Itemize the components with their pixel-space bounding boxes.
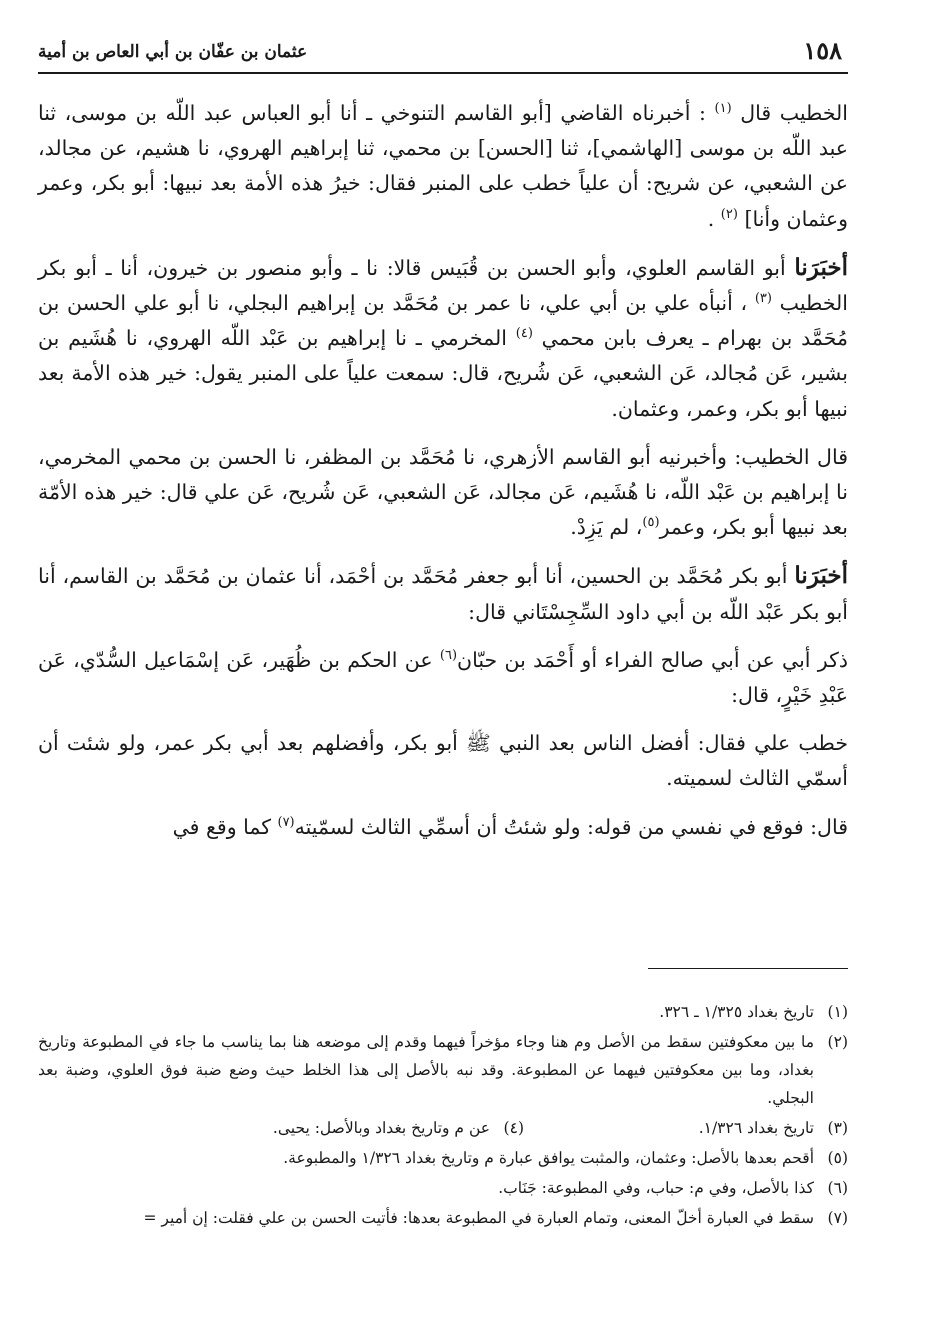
footnote-divider bbox=[648, 968, 848, 969]
paragraph-text: عن الحكم بن ظُهَير، عَن إسْمَاعيل السُّدّي، عَن عَبْدِ خَيْرٍ، قال: bbox=[38, 647, 848, 708]
footnote-item bbox=[38, 1028, 848, 1112]
footnote-ref[interactable]: (٥) bbox=[642, 515, 660, 531]
paragraph-text: قال الخطيب: وأخبرنيه أبو القاسم الأزهري، نا مُحَمَّد بن المظفر، نا الحسن بن محمي المخرمي، نا إبراهيم بن عَبْد اللّه، نا هُشَيم، عَن مجالد، عَن الشعبي، عَن شُريح، عَن علي قال: خير هذه الأمّة بعد نبيها أبو بكر، وعمر bbox=[38, 444, 848, 540]
paragraph-lead-word: أخبَرَنا bbox=[794, 562, 848, 590]
footnote-item bbox=[38, 1114, 848, 1142]
footnote-text: سقط في العبارة أخلّ المعنى، وتمام العبارة في المطبوعة بعدها: فأتيت الحسن بن علي فقلت: إن أمير = bbox=[143, 1209, 814, 1227]
main-text bbox=[38, 96, 848, 845]
paragraph-1 bbox=[38, 96, 848, 237]
footnote-item bbox=[38, 998, 848, 1026]
footnote-item bbox=[38, 1204, 848, 1232]
page-header bbox=[38, 34, 848, 74]
paragraph-text: ، لم يَزِدْ. bbox=[570, 515, 643, 540]
footnote-number: (١) bbox=[827, 1003, 848, 1021]
paragraph-5 bbox=[38, 643, 848, 713]
page-number: ١٥٨ bbox=[803, 36, 842, 65]
paragraph-4 bbox=[38, 558, 848, 629]
footnote-number: (٤) bbox=[503, 1119, 524, 1137]
paragraph-lead-word: أخبَرَنا bbox=[794, 253, 848, 281]
footnotes bbox=[38, 998, 848, 1234]
footnote-text: ما بين معكوفتين سقط من الأصل وم هنا وجاء مؤخراً فيهما وقدم إلى موضعه هنا بما يناسب ما جاء في المطبوعة وتاريخ بغداد، وما بين معكوفتين فيهما عن المطبوعة. وقد نبه بالأصل إلى هذا الخلط حيث وضع ضبة فوق العلوي، وضبة بعد البجلي. bbox=[38, 1033, 814, 1107]
footnote-ref[interactable]: (٧) bbox=[277, 814, 295, 830]
footnote-number: (٣) bbox=[827, 1119, 848, 1137]
footnote-ref[interactable]: (٢) bbox=[720, 206, 738, 222]
paragraph-3 bbox=[38, 440, 848, 546]
paragraph-text: . bbox=[707, 206, 721, 231]
footnote-item bbox=[38, 1174, 848, 1202]
footnote-number: (٧) bbox=[827, 1209, 848, 1227]
paragraph-text: ذكر أبي عن أبي صالح الفراء أو أَحْمَد بن حبّان bbox=[457, 647, 848, 672]
paragraph-text: كما وقع في bbox=[172, 814, 278, 839]
footnote-number: (٥) bbox=[827, 1149, 848, 1167]
document-page bbox=[38, 34, 849, 1227]
paragraph-text: أبو القاسم العلوي، وأبو الحسن بن قُبَيس قالا: نا ـ وأبو منصور بن خيرون، أنا ـ أبو بكر الخطيب bbox=[38, 255, 848, 316]
paragraph-text: ، أنبأه علي بن أبي علي، نا عمر بن مُحَمَّد بن إبراهيم البجلي، نا أبو علي الحسن بن مُحَمَّد بن بهرام ـ يعرف بابن محمي bbox=[38, 291, 848, 351]
paragraph-2 bbox=[38, 250, 848, 427]
paragraph-text: أبو بكر مُحَمَّد بن الحسين، أنا أبو جعفر مُحَمَّد بن أحْمَد، أنا عثمان بن مُحَمَّد بن القاسم، أنا أبو بكر عَبْد اللّه بن أبي داود السِّجِسْتَاني قال: bbox=[38, 564, 848, 624]
footnote-text: تاريخ بغداد ١/٣٢٦. bbox=[698, 1119, 814, 1137]
footnote-text: كذا بالأصل، وفي م: حباب، وفي المطبوعة: جَنَاب. bbox=[498, 1179, 814, 1197]
footnote-ref[interactable]: (١) bbox=[714, 101, 732, 117]
paragraph-text: قال: فوقع في نفسي من قوله: ولو شئتُ أن أسمِّي الثالث لسمّيته bbox=[294, 814, 848, 839]
paragraph-text: الخطيب قال bbox=[731, 101, 849, 125]
footnote-text: تاريخ بغداد ١/٣٢٥ ـ ٣٢٦. bbox=[659, 1003, 814, 1021]
footnote-item bbox=[38, 1144, 848, 1172]
footnote-ref[interactable]: (٣) bbox=[754, 291, 772, 307]
footnote-number: (٦) bbox=[827, 1179, 848, 1197]
paragraph-text: خطب علي فقال: أفضل الناس بعد النبي ﷺ أبو بكر، وأفضلهم بعد أبي بكر عمر، ولو شئت أن أسمّي الثالث لسميته. bbox=[38, 731, 848, 791]
footnote-pair bbox=[273, 1114, 814, 1142]
footnote-ref[interactable]: (٤) bbox=[515, 326, 533, 342]
paragraph-text: المخرمي ـ نا إبراهيم بن عَبْد اللّه الهروي، نا هُشَيم بن بشير، عَن مُجالد، عَن الشعبي، عَن شُريح، قال: سمعت علياً على المنبر يقول: خير هذه الأمة بعد نبيها أبو بكر، وعمر، وعثمان. bbox=[38, 326, 848, 421]
footnote-ref[interactable]: (٦) bbox=[439, 648, 458, 664]
paragraph-text: : أخبرناه القاضي [أبو القاسم التنوخي ـ أنا أبو العباس عبد اللّه بن موسى، ثنا عبد اللّه بن موسى [الهاشمي]، ثنا [الحسن] بن محمي، ثنا إبراهيم الهروي، نا هشيم، عن مجالد، عن الشعبي، عن شريح: أن علياً خطب على المنبر فقال: خيرُ هذه الأمة بعد نبيها: أبو بكر، وعمر وعثمان وأنا] bbox=[38, 101, 848, 231]
paragraph-7 bbox=[38, 810, 848, 845]
footnote-text: أقحم بعدها بالأصل: وعثمان، والمثبت يوافق عبارة م وتاريخ بغداد ١/٣٢٦ والمطبوعة. bbox=[283, 1149, 814, 1167]
footnote-number: (٢) bbox=[827, 1033, 848, 1051]
running-title: عثمان بن عفّان بن أبي العاص بن أمية bbox=[38, 42, 308, 62]
paragraph-6 bbox=[38, 726, 848, 796]
footnote-text: عن م وتاريخ بغداد وبالأصل: يحيى. bbox=[272, 1119, 490, 1137]
